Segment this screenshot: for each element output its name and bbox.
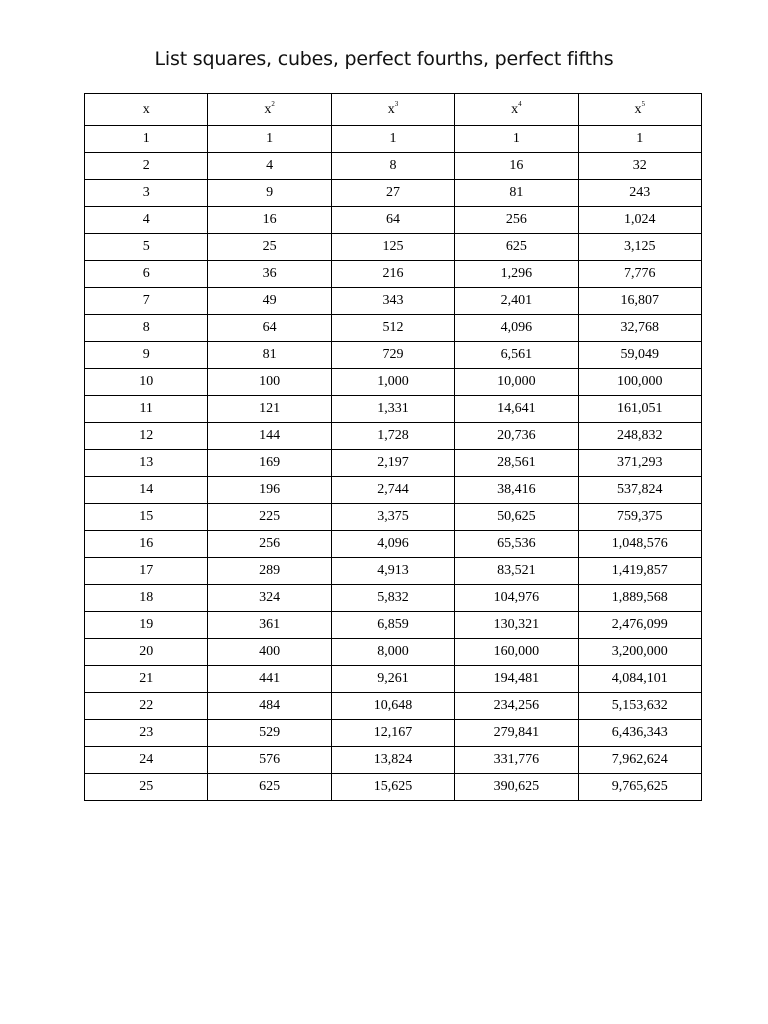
cell-x-fifth: 371,293 <box>578 450 701 477</box>
header-exponent: 4 <box>518 99 522 108</box>
cell-x: 8 <box>85 315 208 342</box>
cell-x: 21 <box>85 666 208 693</box>
cell-x-cubed: 13,824 <box>331 747 454 774</box>
cell-x-fifth: 759,375 <box>578 504 701 531</box>
cell-x-cubed: 8,000 <box>331 639 454 666</box>
header-x-squared <box>208 94 331 126</box>
cell-x-fourth: 625 <box>455 234 578 261</box>
cell-x-fifth: 1,024 <box>578 207 701 234</box>
cell-x-squared: 576 <box>208 747 331 774</box>
cell-x-fifth: 3,200,000 <box>578 639 701 666</box>
header-base: x <box>511 101 519 117</box>
header-base: x <box>142 101 150 117</box>
cell-x-fourth: 83,521 <box>455 558 578 585</box>
table-row <box>85 288 702 315</box>
cell-x-fifth: 100,000 <box>578 369 701 396</box>
cell-x-fourth: 38,416 <box>455 477 578 504</box>
header-x-cubed <box>331 94 454 126</box>
cell-x-fifth: 2,476,099 <box>578 612 701 639</box>
table-row <box>85 774 702 801</box>
cell-x-fourth: 16 <box>455 153 578 180</box>
cell-x-fourth: 130,321 <box>455 612 578 639</box>
table-row <box>85 531 702 558</box>
cell-x-cubed: 343 <box>331 288 454 315</box>
cell-x-squared: 625 <box>208 774 331 801</box>
table-row <box>85 666 702 693</box>
cell-x-fourth: 10,000 <box>455 369 578 396</box>
cell-x-cubed: 8 <box>331 153 454 180</box>
table-row <box>85 261 702 288</box>
cell-x-cubed: 512 <box>331 315 454 342</box>
cell-x-squared: 196 <box>208 477 331 504</box>
cell-x-squared: 169 <box>208 450 331 477</box>
cell-x-squared: 225 <box>208 504 331 531</box>
cell-x-fifth: 1,889,568 <box>578 585 701 612</box>
cell-x-fourth: 6,561 <box>455 342 578 369</box>
header-exponent: 5 <box>641 99 645 108</box>
cell-x-fourth: 81 <box>455 180 578 207</box>
cell-x-fourth: 65,536 <box>455 531 578 558</box>
cell-x-cubed: 2,197 <box>331 450 454 477</box>
cell-x-cubed: 216 <box>331 261 454 288</box>
cell-x-fourth: 390,625 <box>455 774 578 801</box>
cell-x-fifth: 161,051 <box>578 396 701 423</box>
cell-x: 5 <box>85 234 208 261</box>
cell-x-fifth: 16,807 <box>578 288 701 315</box>
cell-x-squared: 289 <box>208 558 331 585</box>
cell-x-squared: 441 <box>208 666 331 693</box>
cell-x-cubed: 2,744 <box>331 477 454 504</box>
cell-x-fifth: 4,084,101 <box>578 666 701 693</box>
table-row <box>85 558 702 585</box>
cell-x-fifth: 9,765,625 <box>578 774 701 801</box>
cell-x-fifth: 1 <box>578 126 701 153</box>
header-x <box>85 94 208 126</box>
header-exponent: 3 <box>394 99 399 108</box>
cell-x: 1 <box>85 126 208 153</box>
cell-x-fourth: 50,625 <box>455 504 578 531</box>
cell-x-fifth: 32 <box>578 153 701 180</box>
cell-x-cubed: 4,096 <box>331 531 454 558</box>
cell-x: 3 <box>85 180 208 207</box>
cell-x: 2 <box>85 153 208 180</box>
cell-x-fifth: 243 <box>578 180 701 207</box>
table-row <box>85 585 702 612</box>
cell-x-cubed: 15,625 <box>331 774 454 801</box>
cell-x: 25 <box>85 774 208 801</box>
cell-x-fifth: 3,125 <box>578 234 701 261</box>
header-exponent: 2 <box>271 99 275 108</box>
header-base: x <box>264 101 272 117</box>
cell-x: 11 <box>85 396 208 423</box>
cell-x: 22 <box>85 693 208 720</box>
table-row <box>85 612 702 639</box>
table-row <box>85 747 702 774</box>
table-row <box>85 477 702 504</box>
cell-x-squared: 144 <box>208 423 331 450</box>
table-row <box>85 315 702 342</box>
cell-x: 7 <box>85 288 208 315</box>
cell-x-fifth: 6,436,343 <box>578 720 701 747</box>
table-row <box>85 720 702 747</box>
table-row <box>85 369 702 396</box>
cell-x: 13 <box>85 450 208 477</box>
cell-x: 4 <box>85 207 208 234</box>
cell-x-cubed: 5,832 <box>331 585 454 612</box>
header-base: x <box>387 101 395 117</box>
header-x-fourth <box>455 94 578 126</box>
cell-x-fifth: 1,419,857 <box>578 558 701 585</box>
cell-x-fourth: 234,256 <box>455 693 578 720</box>
cell-x-cubed: 3,375 <box>331 504 454 531</box>
cell-x-fourth: 194,481 <box>455 666 578 693</box>
cell-x: 14 <box>85 477 208 504</box>
table-row <box>85 693 702 720</box>
cell-x-fourth: 104,976 <box>455 585 578 612</box>
cell-x-squared: 16 <box>208 207 331 234</box>
cell-x-fifth: 32,768 <box>578 315 701 342</box>
cell-x-fifth: 7,962,624 <box>578 747 701 774</box>
cell-x-fourth: 28,561 <box>455 450 578 477</box>
cell-x-fifth: 248,832 <box>578 423 701 450</box>
cell-x-cubed: 1 <box>331 126 454 153</box>
cell-x-squared: 256 <box>208 531 331 558</box>
cell-x-fourth: 2,401 <box>455 288 578 315</box>
cell-x-fifth: 7,776 <box>578 261 701 288</box>
table-body <box>85 126 702 801</box>
cell-x-cubed: 64 <box>331 207 454 234</box>
cell-x-squared: 400 <box>208 639 331 666</box>
cell-x-fourth: 279,841 <box>455 720 578 747</box>
cell-x-fifth: 1,048,576 <box>578 531 701 558</box>
cell-x-fourth: 4,096 <box>455 315 578 342</box>
table-row <box>85 153 702 180</box>
cell-x-squared: 49 <box>208 288 331 315</box>
cell-x-fifth: 537,824 <box>578 477 701 504</box>
cell-x-squared: 361 <box>208 612 331 639</box>
cell-x-fourth: 20,736 <box>455 423 578 450</box>
header-row <box>85 94 702 126</box>
cell-x: 16 <box>85 531 208 558</box>
table-row <box>85 126 702 153</box>
cell-x: 12 <box>85 423 208 450</box>
cell-x-cubed: 1,331 <box>331 396 454 423</box>
cell-x-squared: 9 <box>208 180 331 207</box>
cell-x-squared: 81 <box>208 342 331 369</box>
cell-x-squared: 25 <box>208 234 331 261</box>
table-row <box>85 450 702 477</box>
table-row <box>85 180 702 207</box>
cell-x: 17 <box>85 558 208 585</box>
table-row <box>85 342 702 369</box>
cell-x-squared: 100 <box>208 369 331 396</box>
page-title: List squares, cubes, perfect fourths, perfect fifths <box>154 48 614 70</box>
table-row <box>85 639 702 666</box>
cell-x-fourth: 160,000 <box>455 639 578 666</box>
cell-x: 10 <box>85 369 208 396</box>
cell-x-cubed: 6,859 <box>331 612 454 639</box>
header-x-fifth <box>578 94 701 126</box>
cell-x: 18 <box>85 585 208 612</box>
cell-x: 9 <box>85 342 208 369</box>
cell-x-cubed: 729 <box>331 342 454 369</box>
cell-x-fourth: 331,776 <box>455 747 578 774</box>
cell-x-cubed: 1,728 <box>331 423 454 450</box>
cell-x-squared: 64 <box>208 315 331 342</box>
cell-x-fourth: 1,296 <box>455 261 578 288</box>
cell-x-cubed: 12,167 <box>331 720 454 747</box>
cell-x-cubed: 27 <box>331 180 454 207</box>
cell-x-squared: 121 <box>208 396 331 423</box>
table-row <box>85 234 702 261</box>
cell-x-fifth: 59,049 <box>578 342 701 369</box>
cell-x-cubed: 125 <box>331 234 454 261</box>
cell-x: 24 <box>85 747 208 774</box>
cell-x-squared: 324 <box>208 585 331 612</box>
cell-x: 6 <box>85 261 208 288</box>
cell-x-squared: 529 <box>208 720 331 747</box>
table-row <box>85 207 702 234</box>
cell-x: 20 <box>85 639 208 666</box>
cell-x: 23 <box>85 720 208 747</box>
header-base: x <box>634 101 642 117</box>
cell-x-squared: 36 <box>208 261 331 288</box>
table-row <box>85 504 702 531</box>
cell-x-cubed: 4,913 <box>331 558 454 585</box>
powers-table <box>84 93 702 801</box>
cell-x-squared: 4 <box>208 153 331 180</box>
cell-x-cubed: 1,000 <box>331 369 454 396</box>
cell-x: 15 <box>85 504 208 531</box>
cell-x-cubed: 9,261 <box>331 666 454 693</box>
cell-x-squared: 1 <box>208 126 331 153</box>
cell-x-squared: 484 <box>208 693 331 720</box>
cell-x-fourth: 256 <box>455 207 578 234</box>
cell-x-fifth: 5,153,632 <box>578 693 701 720</box>
table-row <box>85 423 702 450</box>
cell-x-fourth: 14,641 <box>455 396 578 423</box>
cell-x-fourth: 1 <box>455 126 578 153</box>
cell-x: 19 <box>85 612 208 639</box>
cell-x-cubed: 10,648 <box>331 693 454 720</box>
table-row <box>85 396 702 423</box>
